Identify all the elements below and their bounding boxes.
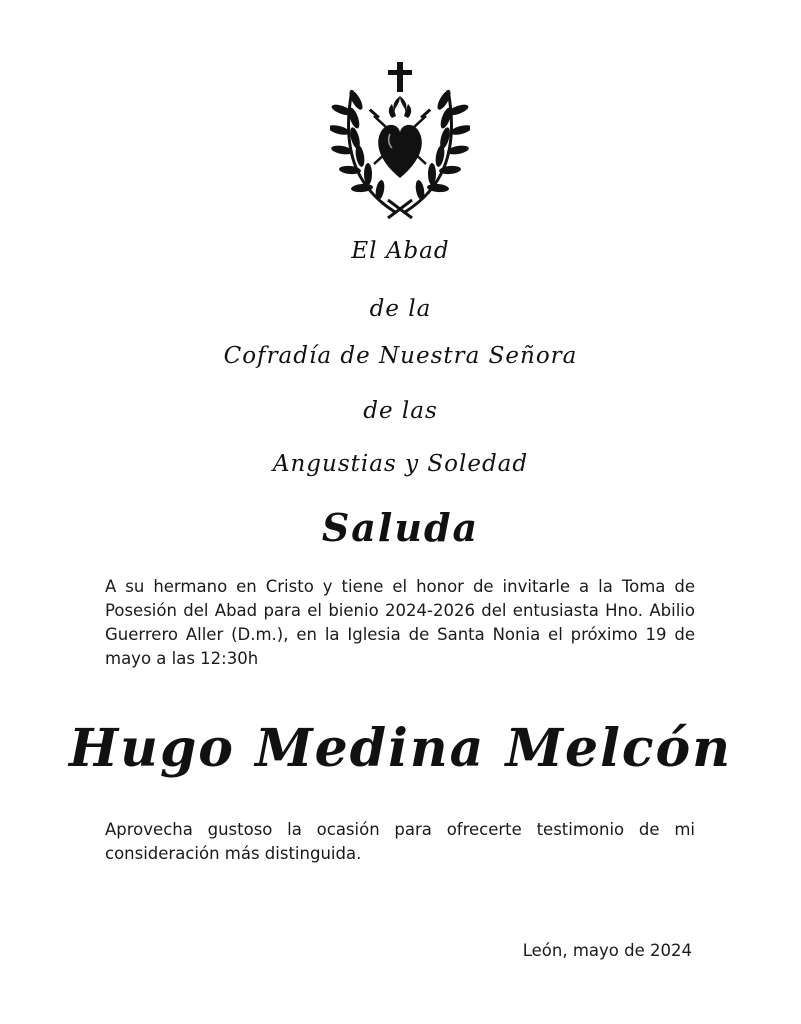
cross-heart-laurel-icon (330, 60, 470, 220)
signatory-name: Hugo Medina Melcón (69, 718, 732, 779)
heading-line-3: Cofradía de Nuestra Señora (223, 343, 578, 369)
heading-line-5: Angustias y Soledad (272, 451, 529, 477)
place-date: León, mayo de 2024 (522, 941, 692, 960)
invitation-paragraph: A su hermano en Cristo y tiene el honor de invitarle a la Toma de Posesión del Abad para el bienio 2024-2026 del entusiasta Hno. Abilio Guerrero Aller (D.m.), en la Iglesia de Santa Nonia el próximo 19 de mayo a las 12:30h (105, 577, 695, 668)
heading-line-4: de las (363, 398, 438, 424)
heading-line-2: de la (369, 296, 432, 322)
greeting-title: Saluda (321, 505, 480, 550)
heading-line-1: El Abad (351, 238, 450, 264)
closing-paragraph: Aprovecha gustoso la ocasión para ofrecerte testimonio de mi consideración más distinguida. (105, 820, 695, 863)
